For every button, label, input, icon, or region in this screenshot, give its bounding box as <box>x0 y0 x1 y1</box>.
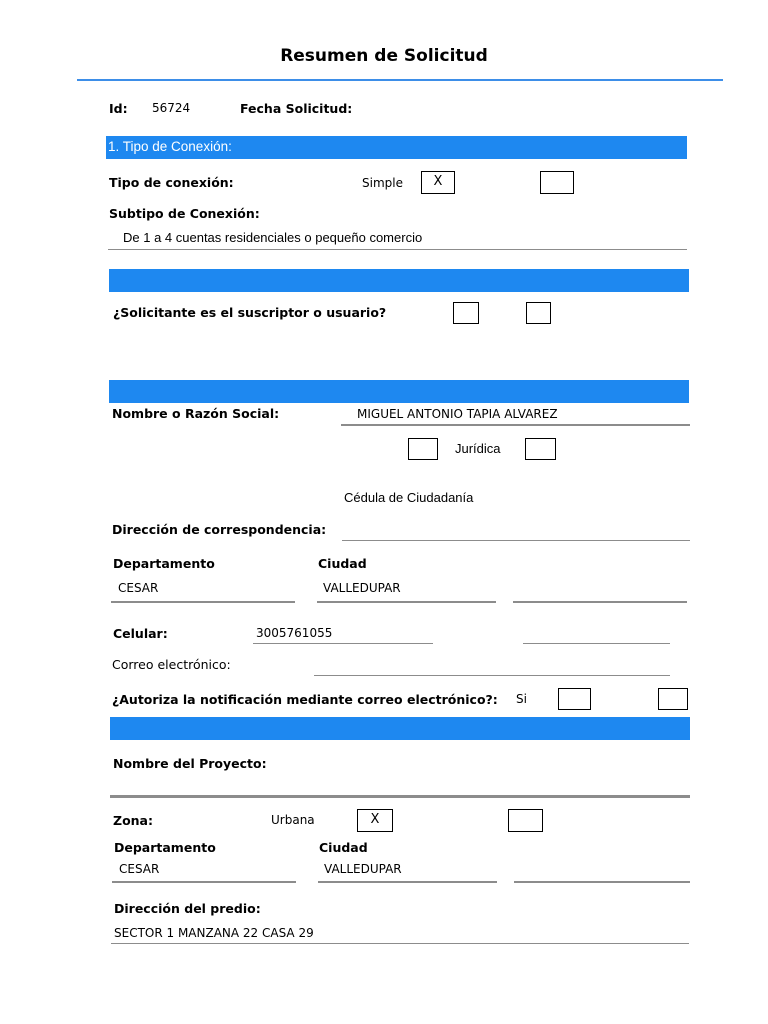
urbana-label: Urbana <box>271 813 315 827</box>
autoriza-no-checkbox[interactable] <box>658 688 688 710</box>
ciudad-value: VALLEDUPAR <box>323 581 401 595</box>
subtipo-conexion-value: De 1 a 4 cuentas residenciales o pequeño comercio <box>123 230 423 245</box>
predio-ciudad-underline <box>318 881 497 883</box>
juridica-checkbox[interactable] <box>525 438 556 460</box>
predio-ciudad-value: VALLEDUPAR <box>324 862 402 876</box>
direccion-predio-label: Dirección del predio: <box>114 901 261 916</box>
section-bar-tipo-conexion <box>106 136 687 159</box>
urbana-checkbox[interactable]: X <box>357 809 393 832</box>
solicitante-checkbox-2[interactable] <box>526 302 551 324</box>
correo-label: Correo electrónico: <box>112 657 231 672</box>
autoriza-si-checkbox[interactable] <box>558 688 591 710</box>
ciudad-label: Ciudad <box>318 556 367 571</box>
nombre-underline <box>341 424 690 426</box>
nombre-razon-social-label: Nombre o Razón Social: <box>112 406 280 421</box>
fecha-solicitud-label: Fecha Solicitud: <box>240 101 353 116</box>
documento-tipo-value: Cédula de Ciudadanía <box>344 490 474 505</box>
extra-underline <box>513 601 687 603</box>
section-bar-datos-solicitante <box>109 380 689 403</box>
section-bar-solicitante <box>109 269 689 292</box>
predio-ciudad-label: Ciudad <box>319 840 368 855</box>
rural-checkbox[interactable] <box>508 809 543 832</box>
section-title-tipo-conexion: 1. Tipo de Conexión: <box>108 139 232 154</box>
simple-label: Simple <box>362 176 403 190</box>
predio-departamento-underline <box>112 881 296 883</box>
departamento-label: Departamento <box>113 556 215 571</box>
proyecto-underline <box>110 795 690 798</box>
simple-checkbox[interactable]: X <box>421 171 455 194</box>
page-title: Resumen de Solicitud <box>280 46 488 66</box>
title-divider <box>77 79 723 81</box>
subtipo-underline <box>108 249 687 250</box>
persona-natural-checkbox[interactable] <box>408 438 438 460</box>
subtipo-conexion-label: Subtipo de Conexión: <box>109 206 260 221</box>
solicitante-checkbox-1[interactable] <box>453 302 479 324</box>
zona-label: Zona: <box>113 813 153 828</box>
tipo-conexion-checkbox-2[interactable] <box>540 171 574 194</box>
celular-underline <box>253 643 433 644</box>
departamento-value: CESAR <box>118 581 159 595</box>
nombre-proyecto-label: Nombre del Proyecto: <box>113 756 267 771</box>
celular-label: Celular: <box>113 626 168 641</box>
ciudad-underline <box>317 601 496 603</box>
tipo-conexion-label: Tipo de conexión: <box>109 175 234 190</box>
direccion-predio-value: SECTOR 1 MANZANA 22 CASA 29 <box>114 926 314 940</box>
autoriza-notificacion-label: ¿Autoriza la notificación mediante correo electrónico?: <box>112 692 498 707</box>
nombre-razon-social-value: MIGUEL ANTONIO TAPIA ALVAREZ <box>357 407 558 421</box>
direccion-correspondencia-label: Dirección de correspondencia: <box>112 522 327 537</box>
celular-value: 3005761055 <box>256 626 333 640</box>
predio-departamento-label: Departamento <box>114 840 216 855</box>
departamento-underline <box>111 601 295 603</box>
id-value: 56724 <box>152 101 191 115</box>
predio-extra-underline <box>514 881 690 883</box>
id-label: Id: <box>109 101 128 116</box>
juridica-label: Jurídica <box>455 441 501 456</box>
si-label: Si <box>516 692 527 706</box>
solicitante-question: ¿Solicitante es el suscriptor o usuario? <box>113 305 387 320</box>
section-bar-proyecto <box>110 717 690 740</box>
correo-underline <box>314 675 670 676</box>
direccion-predio-underline <box>111 943 689 944</box>
direccion-underline <box>342 540 690 541</box>
predio-departamento-value: CESAR <box>119 862 160 876</box>
telefono-underline <box>523 643 670 644</box>
